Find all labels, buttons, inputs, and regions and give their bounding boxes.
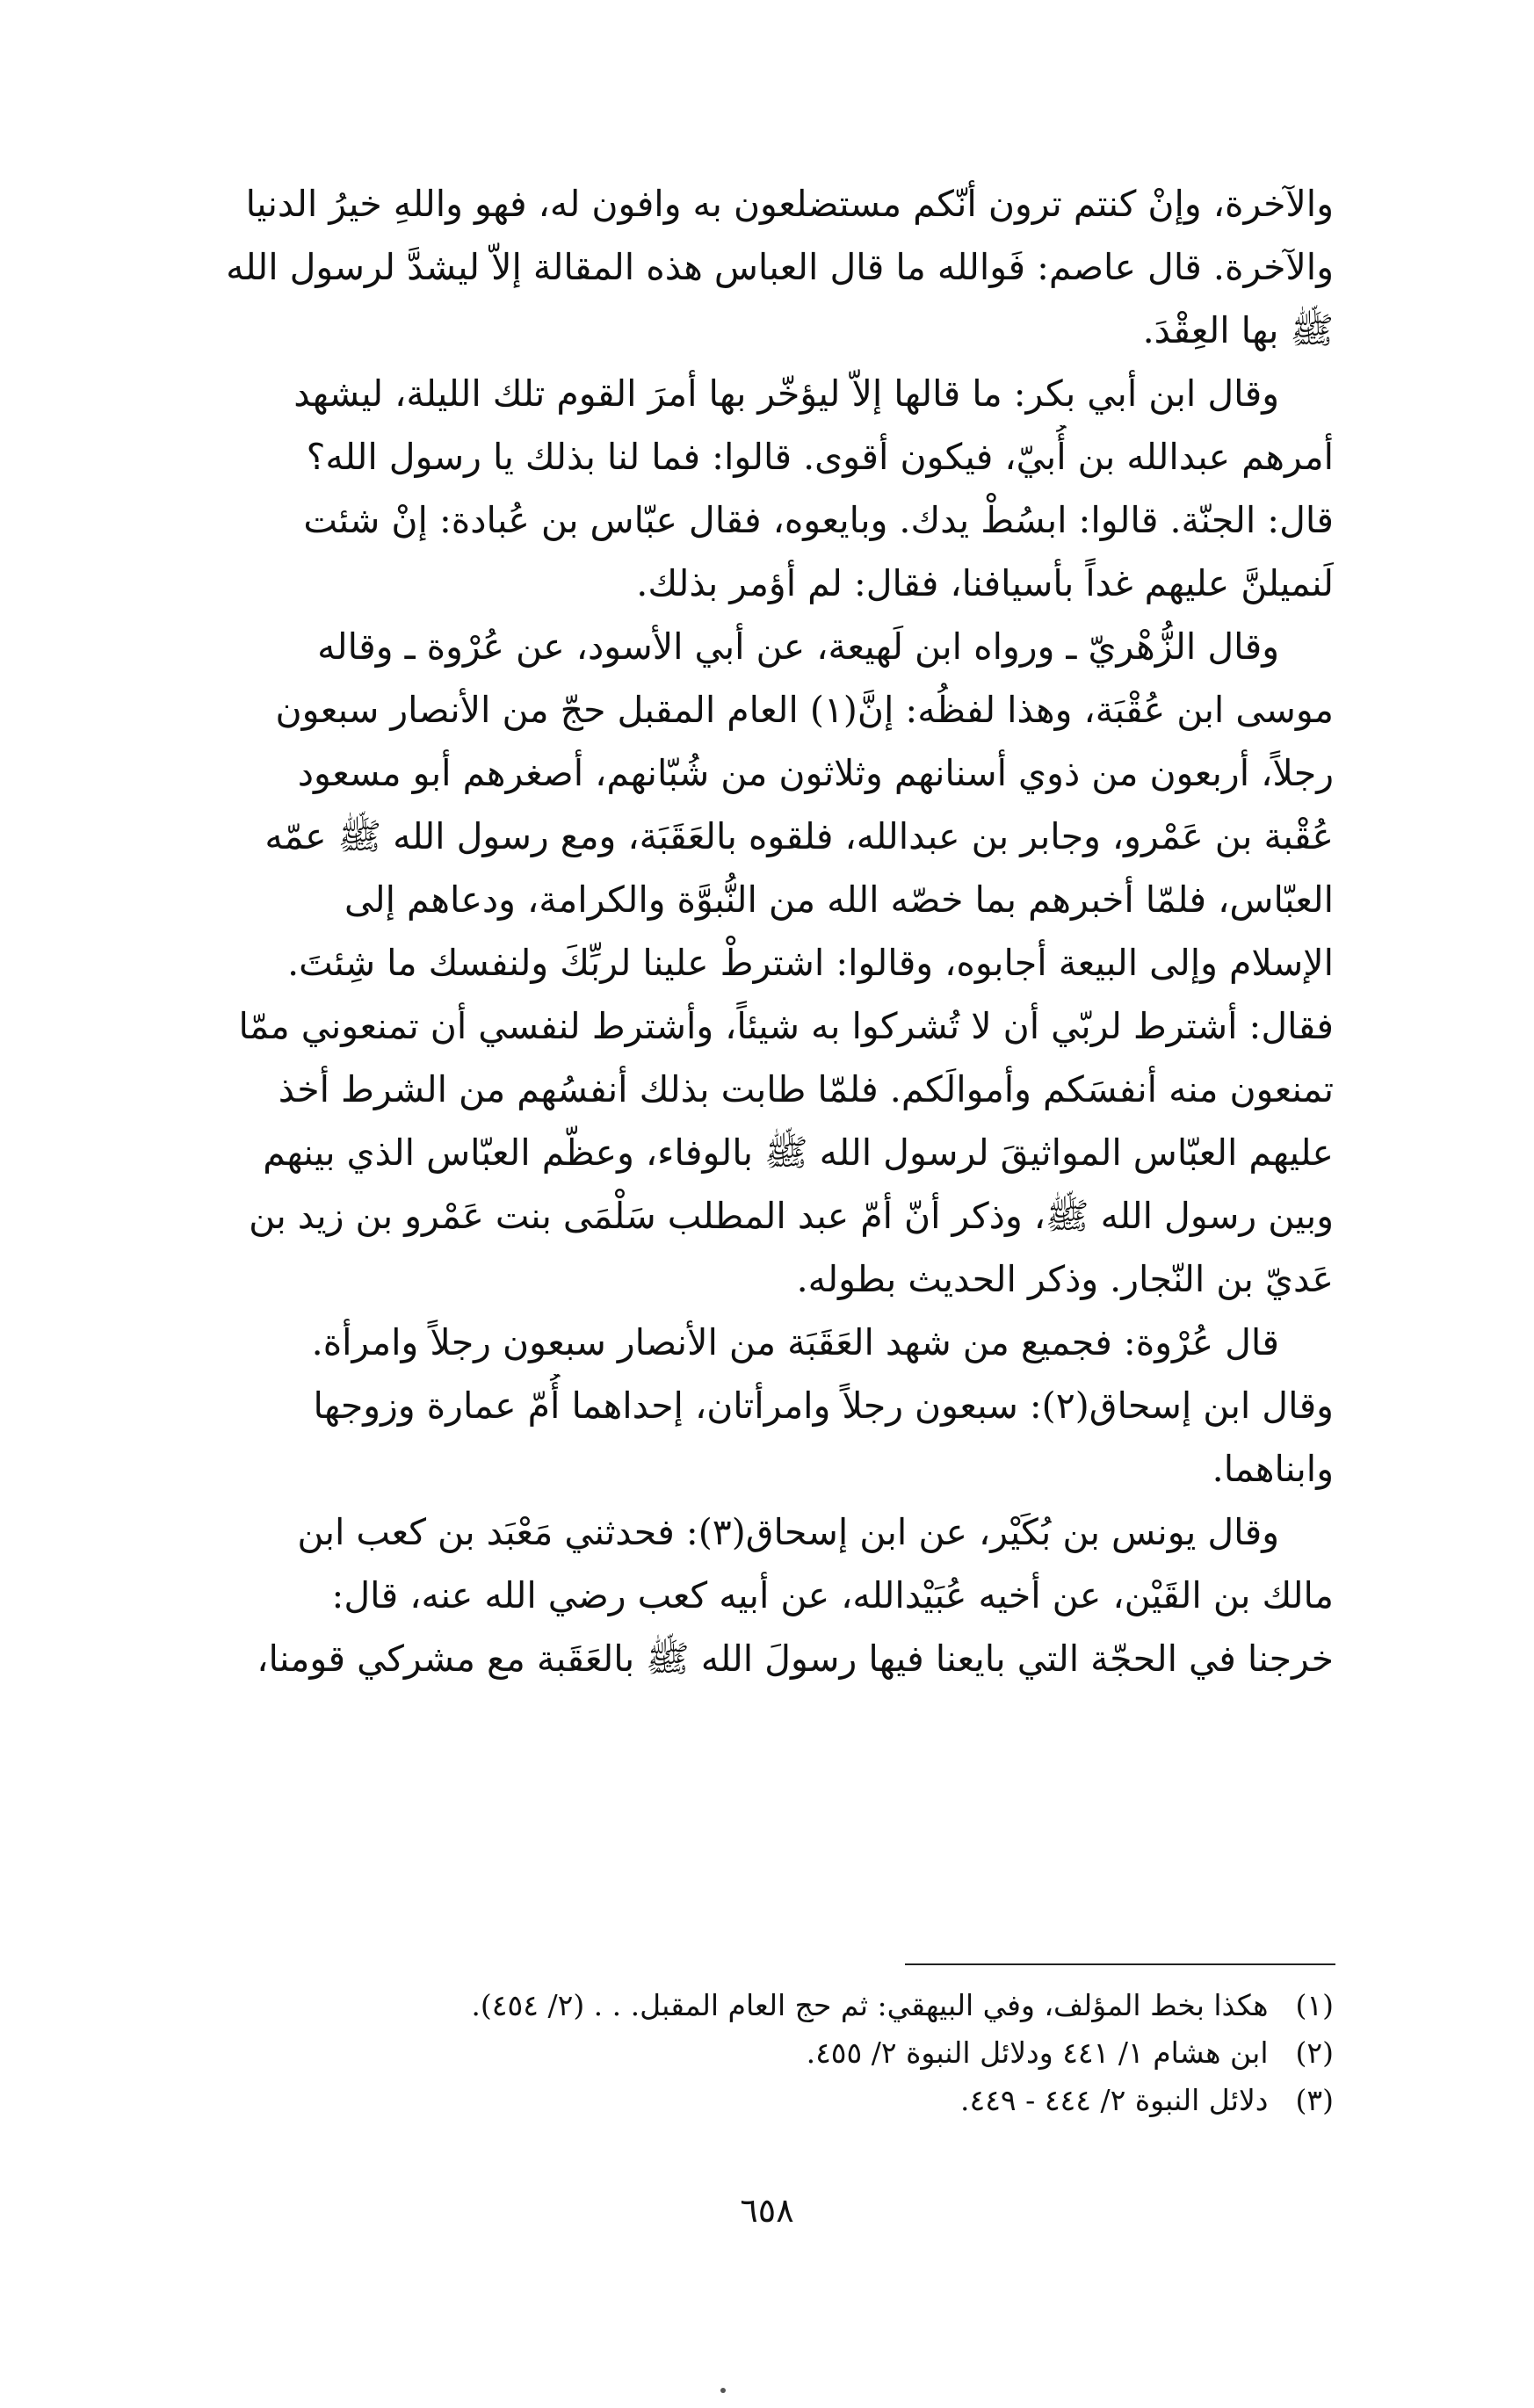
- scan-speck: [720, 2388, 726, 2393]
- text-line: الإسلام وإلى البيعة أجابوه، وقالوا: اشترطْ علينا لربِّكَ ولنفسك ما شِئتَ.: [287, 942, 1334, 984]
- text-line: وقال الزُّهْريّ ـ ورواه ابن لَهيعة، عن أبي الأسود، عن عُرْوة ـ وقاله: [317, 626, 1279, 668]
- text-line: ﷺ بها العِقْدَ.: [1142, 309, 1334, 351]
- text-line: والآخرة، وإنْ كنتم ترون أنّكم مستضلعون به وافون له، فهو واللهِ خيرُ الدنيا: [245, 183, 1334, 225]
- main-text-block: [63, 172, 1334, 1690]
- text-line: وقال ابن إسحاق(٢): سبعون رجلاً وامرأتان، إحداهما أُمّ عمارة وزوجها: [313, 1385, 1334, 1427]
- text-line: والآخرة. قال عاصم: فَوالله ما قال العباس هذه المقالة إلاّ ليشدَّ لرسول الله: [226, 246, 1334, 288]
- footnote-text: دلائل النبوة ٢/ ٤٤٤ - ٤٤٩.: [959, 2083, 1269, 2117]
- text-line: عُقْبة بن عَمْرو، وجابر بن عبدالله، فلقوه بالعَقَبَة، ومع رسول الله ﷺ عمّه: [264, 815, 1334, 857]
- text-line: وقال يونس بن بُكَيْر، عن ابن إسحاق(٣): فحدثني مَعْبَد بن كعب ابن: [297, 1511, 1279, 1553]
- text-line: قال: الجنّة. قالوا: ابسُطْ يدك. وبايعوه، فقال عبّاس بن عُبادة: إنْ شئت: [303, 499, 1334, 541]
- footnotes: [63, 1982, 1334, 2124]
- text-line: وقال ابن أبي بكر: ما قالها إلاّ ليؤخّر بها أمرَ القوم تلك الليلة، ليشهد: [293, 372, 1279, 415]
- footnote-item: [63, 2029, 1334, 2077]
- footnote-divider: [905, 1963, 1335, 1965]
- text-line: وابناهما.: [1212, 1448, 1334, 1490]
- text-line: عليهم العبّاس المواثيقَ لرسول الله ﷺ بالوفاء، وعظّم العبّاس الذي بينهم: [263, 1132, 1334, 1174]
- text-line: فقال: أشترط لربّي أن لا تُشركوا به شيئاً، وأشترط لنفسي أن تمنعوني ممّا: [238, 1005, 1334, 1047]
- footnote-item: [63, 2077, 1334, 2124]
- text-line: خرجنا في الحجّة التي بايعنا فيها رسولَ الله ﷺ بالعَقَبة مع مشركي قومنا،: [257, 1638, 1334, 1680]
- footnote-number: (٣): [1295, 2083, 1334, 2117]
- footnote-text: ابن هشام ١/ ٤٤١ ودلائل النبوة ٢/ ٤٥٥.: [806, 2036, 1269, 2070]
- footnote-number: (١): [1295, 1988, 1334, 2022]
- footnote-item: [63, 1982, 1334, 2029]
- page-number: ٦٥٨: [740, 2191, 794, 2230]
- text-line: مالك بن القَيْن، عن أخيه عُبَيْدالله، عن أبيه كعب رضي الله عنه، قال:: [331, 1574, 1334, 1616]
- text-line: وبين رسول الله ﷺ، وذكر أنّ أمّ عبد المطلب سَلْمَى بنت عَمْرو بن زيد بن: [249, 1195, 1334, 1237]
- text-line: لَنميلنَّ عليهم غداً بأسيافنا، فقال: لم أؤمر بذلك.: [636, 562, 1334, 604]
- footnote-number: (٢): [1295, 2036, 1334, 2070]
- text-line: قال عُرْوة: فجميع من شهد العَقَبَة من الأنصار سبعون رجلاً وامرأة.: [311, 1321, 1279, 1363]
- text-line: موسى ابن عُقْبَة، وهذا لفظُه: إنَّ(١) العام المقبل حجّ من الأنصار سبعون: [275, 689, 1334, 731]
- text-line: عَديّ بن النّجار. وذكر الحديث بطوله.: [796, 1258, 1334, 1300]
- text-line: العبّاس، فلمّا أخبرهم بما خصّه الله من النُّبوَّة والكرامة، ودعاهم إلى: [344, 879, 1334, 921]
- text-line: أمرهم عبدالله بن أُبيّ، فيكون أقوى. قالوا: فما لنا بذلك يا رسول الله؟: [306, 436, 1334, 478]
- text-line: رجلاً، أربعون من ذوي أسنانهم وثلاثون من شُبّانهم، أصغرهم أبو مسعود: [297, 752, 1334, 794]
- text-line: تمنعون منه أنفسَكم وأموالَكم. فلمّا طابت بذلك أنفسُهم من الشرط أخذ: [278, 1068, 1334, 1110]
- footnote-text: هكذا بخط المؤلف، وفي البيهقي: ثم حج العام المقبل. . . (٢/ ٤٥٤).: [471, 1988, 1269, 2022]
